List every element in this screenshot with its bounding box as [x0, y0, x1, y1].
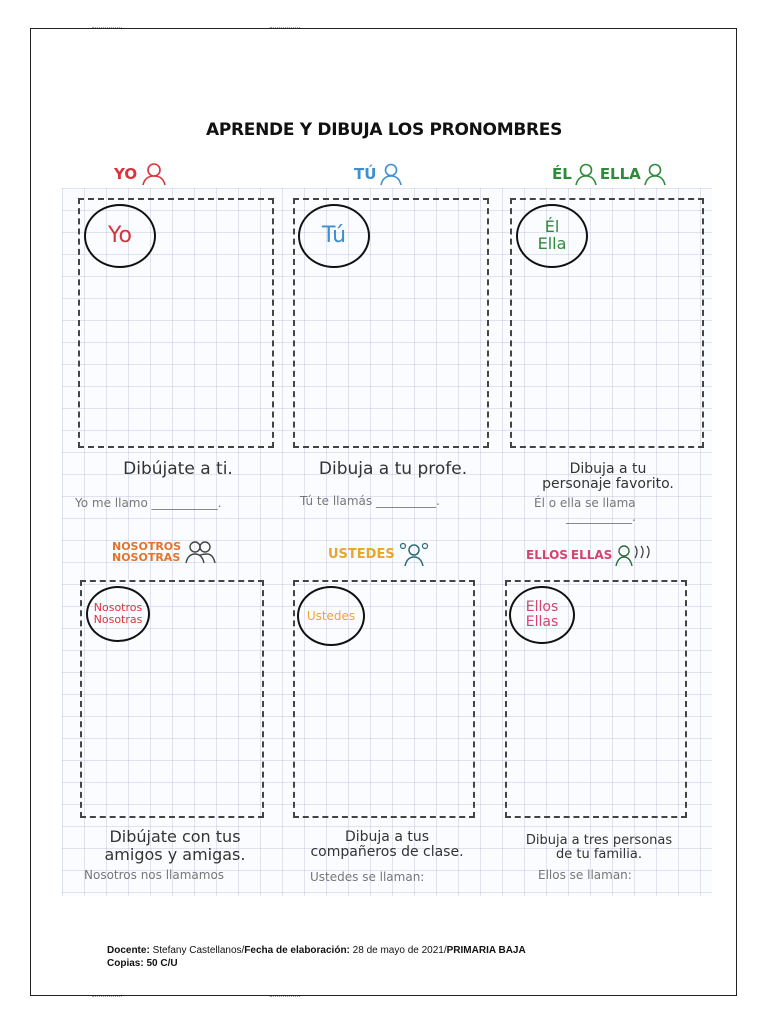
pronoun-circle-el-ella [516, 204, 588, 268]
header-label-stack [112, 541, 181, 563]
fill-line-yo: Yo me llamo ___________. [75, 496, 222, 510]
header-label: NOSOTROS [112, 540, 182, 553]
header-yo [114, 162, 168, 186]
corner-mark [270, 996, 300, 997]
group-icon [184, 539, 216, 565]
instruction-ustedes [282, 830, 492, 861]
instruction-tu: Dibuja a tu profe. [318, 459, 468, 479]
header-label: ELLA [599, 165, 641, 183]
instruction-ellos-ellas [496, 834, 702, 863]
fill-line-ellos-ellas: Ellos se llaman: [538, 868, 632, 882]
circle-text: Él [544, 217, 560, 237]
header-label: ELLOS [526, 548, 568, 562]
instruction-line: de tu familia. [556, 847, 642, 863]
circle-text: Ellas [525, 614, 559, 630]
instruction-line: Dibuja a tu [569, 461, 647, 477]
group-icon [398, 541, 430, 567]
instruction-line: Dibuja a tus [344, 829, 430, 845]
header-label: ÉL [552, 165, 572, 183]
page-title: APRENDE Y DIBUJA LOS PRONOMBRES [205, 120, 563, 140]
header-el-ella [552, 162, 666, 186]
header-label: YO [114, 165, 138, 183]
instruction-el-ella [506, 462, 710, 493]
circle-text: Ella [537, 234, 567, 253]
docente-label: Docente: [107, 945, 150, 956]
copias: Copias: 50 C/U [107, 958, 178, 969]
header-label: USTEDES [328, 546, 395, 562]
instruction-line: personaje favorito. [542, 476, 674, 493]
instruction-line: compañeros de clase. [310, 844, 464, 861]
header-label: ELLAS [570, 548, 613, 562]
footer-line-2 [107, 957, 526, 970]
person-icon [379, 162, 403, 186]
pronoun-circle-yo [84, 204, 156, 268]
pronoun-circle-tu [298, 204, 370, 268]
circle-text: Nosotros [93, 601, 143, 615]
corner-mark [92, 27, 122, 28]
instruction-line: Dibuja a tres personas [525, 833, 673, 848]
fill-line-tu: Tú te llamás __________. [300, 494, 440, 508]
instruction-line: Dibújate con tus [109, 827, 241, 846]
footer-line-1 [107, 944, 526, 957]
fecha-value: 28 de mayo de 2021/ [352, 945, 447, 956]
instruction-yo: Dibújate a ti. [123, 459, 233, 479]
corner-mark [92, 996, 122, 997]
person-icon [575, 162, 597, 186]
circle-text: Nosotras [93, 613, 143, 626]
header-ellos-ellas [526, 543, 651, 567]
pronoun-circle-ellos-ellas [509, 586, 575, 644]
pronoun-circle-nosotros [86, 586, 150, 642]
person-icon [644, 162, 666, 186]
circle-text: Tú [321, 223, 347, 249]
header-ustedes [328, 541, 430, 567]
pronoun-circle-ustedes [297, 586, 365, 646]
circle-text: Ellos [525, 599, 559, 616]
fill-blank-el-ella: ___________. [566, 510, 636, 524]
docente-value: Stefany Castellanos/ [152, 945, 245, 956]
group-icon [615, 543, 651, 567]
fecha-label: Fecha de elaboración: [244, 945, 350, 956]
instruction-nosotros [72, 828, 278, 863]
header-tu [354, 162, 403, 186]
header-label: NOSOTRAS [112, 551, 181, 564]
circle-text: Ustedes [306, 608, 356, 623]
nivel: PRIMARIA BAJA [446, 945, 526, 956]
corner-mark [270, 27, 300, 28]
person-icon [140, 162, 168, 186]
fill-line-ustedes: Ustedes se llaman: [310, 870, 425, 884]
header-label: TÚ [354, 165, 377, 183]
instruction-line: amigos y amigas. [104, 844, 246, 864]
header-nosotros [112, 539, 216, 565]
fill-line-nosotros: Nosotros nos llamamos [84, 868, 225, 882]
fill-line-el-ella: Él o ella se llama [534, 496, 636, 510]
circle-text: Yo [108, 223, 132, 249]
footer [107, 944, 526, 970]
